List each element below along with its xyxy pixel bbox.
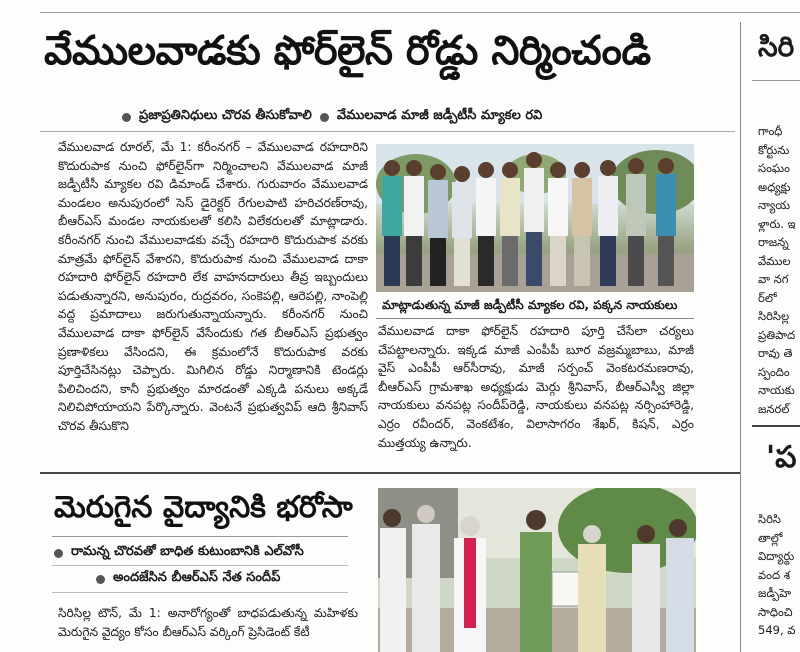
adjacent-story-strip [752,0,800,652]
adjacent-headline-bottom: 'ప [766,440,797,475]
bullet-icon [320,113,329,122]
story2-subhead-underline-2 [52,592,348,593]
story1-subhead-row [122,108,542,126]
bullet-icon [96,575,105,584]
story2-body-text: సిరిసిల్ల టౌన్, మే 1: అనారోగ్యంతో బాధపడుతున్న మహిళకు మెరుగైన వైద్యం కోసం బీఆర్ఎస్ వర్కింగ్ ప్రెసిడెంట్ కేటీ [58,606,358,639]
story1-left-column [58,138,368,464]
caption-underline [376,318,694,319]
adjacent-headline-top: సిరి [758,30,795,63]
story1-left-text: వేములవాడ రూరల్, మే 1: కరీంనగర్ – వేములవాడ రహదారిని కొదురుపాక నుంచి ఫోర్‌లైన్‌గా నిర్మించాలని వేములవాడ మాజీ జడ్పీటీసీ మ్యాకల రవి డిమాండ్ చేశారు. గురువారం వేములవాడ మండలం అనుపురంలో సెస్ డైరెక్టర్ రేగులపాటి హరిచరణ్‌రావు, బీఆర్ఎస్ మండల నాయకులతో కలిసి విలేకరులతో మాట్లాడారు. కరీంనగర్ నుంచి వేములవాడకు వచ్చే రహదారి కొదురుపాక వరకు మాత్రమే ఫోర్‌లైన్ వేశారని, కొదురుపాక నుంచి వేములవాడ దాకా రహదారి ఫోర్‌లైన్ రహదారి లేక వాహనదారులు తీవ్ర ఇబ్బందులు పడుతున్నారని, అనుపురం, రుద్రవరం, సంకెపల్లి, ఆరెపల్లి, నాంపెల్లి వద్ద ప్రమాదాలు జరుగుతున్నాయన్నారు. కరీంనగర్ నుంచి వేములవాడ దాకా ఫోర్‌లైన్ వేసేందుకు గత బీఆర్ఎస్ ప్రభుత్వం ప్రణాళికలు వేసిందని, ఈ క్రమంలోనే కొదురుపాక వరకు పూర్తిచేసినట్లు చెప్పారు. మిగిలిన రోడ్డు నిర్మాణానికి టెండర్లు పిలిచిందని, కానీ ప్రభుత్వం మారడంతో ఎక్కడి పనులు అక్కడే నిలిచిపోయాయని పేర్కొన్నారు. వెంటనే ప్రభుత్వవిప్ ఆది శ్రీనివాస్ చొరవ తీసుకొని [58,140,368,433]
story2-body [58,604,358,652]
story2-subhead-1-row [54,544,304,562]
story2-headline: మెరుగైన వైద్యానికి భరోసా [54,490,353,525]
story2-headline-underline [52,536,348,537]
story1-subhead-2: వేములవాడ మాజీ జడ్పీటీసీ మ్యాకల రవి [336,108,543,123]
story1-photo [376,144,694,292]
top-rule [40,12,800,13]
story2-subhead-2: అందజేసిన బీఆర్ఎస్ నేత సందీప్ [113,570,281,585]
story1-headline: వేములవాడకు ఫోర్‌లైన్ రోడ్డు నిర్మించండి [44,28,651,74]
story2-subhead-1: రామన్న చొరవతో బాధిత కుటుంబానికి ఎల్‌వోసీ [71,544,304,559]
loc-handover-photo-illustration [378,488,696,652]
adjacent-rule [752,80,800,81]
bullet-icon [122,113,131,122]
adjacent-rule-2 [752,425,800,427]
column-divider [740,22,741,652]
group-photo-illustration [376,144,694,292]
story-divider [40,472,740,474]
story2-subhead-2-row [96,570,280,588]
story1-photo-caption: మాట్లాడుతున్న మాజీ జడ్పీటీసీ మ్యాకల రవి, పక్కన నాయకులు [382,298,678,312]
story1-right-text: వేములవాడ దాకా ఫోర్‌లైన్ రహదారి పూర్తి చేసేలా చర్యలు చేపట్టాలన్నారు. ఇక్కడ మాజీ ఎంపీపీ బూర వజ్రమ్మబాబు, మాజీ వైస్ ఎంపీపీ ఆర్‌సీరావు, మాజీ సర్పంచ్ వెంకటరమణరావు, బీఆర్ఎస్ గ్రామశాఖ అధ్యక్షుడు మెర్గు శ్రీనివాస్, బీఆర్ఎస్వీ జిల్లా నాయకులు వనపట్ల సందీప్‌రెడ్డి, నాయకులు వనపట్ల నర్సింహారెడ్డి, ఎర్రం రవీందర్, వెంకటేశం, విలాసాగరం శేఖర్, కిషన్, ఎర్రం ముత్తయ్య ఉన్నారు. [378,324,694,450]
bullet-icon [54,549,63,558]
story1-subhead-1: ప్రజాప్రతినిధులు చొరవ తీసుకోవాలి [139,108,312,123]
story2-photo [378,488,696,652]
adjacent-text-top: గాంధీ కోర్టును సంఘం అధ్యక్షు న్యాయ ళ్లారు. ఇ రాజన్న వేములవా నగర్‌లో సిరిసిల్ల ప్రతిపాద రావు తె స్పందిం నాయకు జనరల్ [758,124,796,416]
story1-right-column [378,322,694,464]
subhead-underline [40,131,735,132]
adjacent-text-bottom: సిరిసి తాల్లో విద్యార్థు వంద శ జడ్పీహె సాధించి 549, వ [758,512,796,637]
story2-subhead-underline [52,565,348,566]
